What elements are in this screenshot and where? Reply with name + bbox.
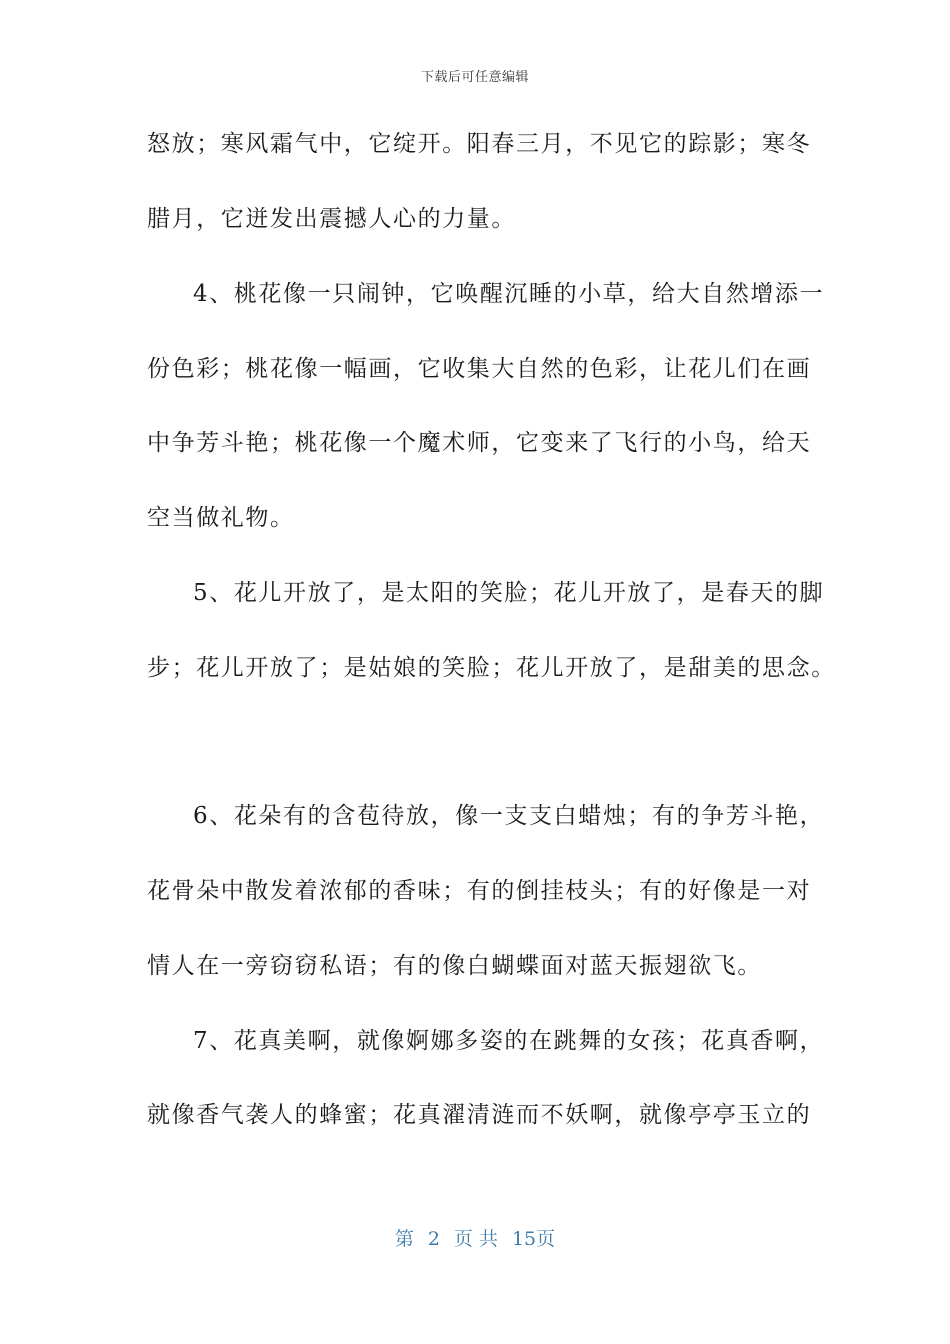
text-line: 中争芳斗艳；桃花像一个魔术师，它变来了飞行的小鸟，给天 [147,430,812,456]
paragraph-5-start: 5、花儿开放了，是太阳的笑脸；花儿开放了，是春天的脚 [193,580,825,606]
text-line: 情人在一旁窃窃私语；有的像白蝴蝶面对蓝天振翅欲飞。 [147,953,762,979]
text-line: 步；花儿开放了；是姑娘的笑脸；花儿开放了，是甜美的思念。 [147,655,836,681]
footer-suffix: 页 [536,1228,556,1250]
text-line: 怒放；寒风霜气中，它绽开。阳春三月，不见它的踪影；寒冬 [147,131,812,157]
text-line: 腊月，它迸发出震撼人心的力量。 [147,206,516,232]
current-page-number: 2 [427,1228,440,1250]
text-line: 份色彩；桃花像一幅画，它收集大自然的色彩，让花儿们在画 [147,356,812,382]
paragraph-4-start: 4、桃花像一只闹钟，它唤醒沉睡的小草，给大自然增添一 [193,281,825,307]
total-page-count: 15 [511,1228,537,1250]
paragraph-7-start: 7、花真美啊，就像婀娜多姿的在跳舞的女孩；花真香啊， [193,1028,825,1054]
footer-middle: 页 共 [453,1228,498,1250]
text-line: 空当做礼物。 [147,505,295,531]
text-line: 就像香气袭人的蜂蜜；花真濯清涟而不妖啊，就像亭亭玉立的 [147,1102,812,1128]
footer-prefix: 第 [394,1228,414,1250]
page-header: 下载后可任意编辑 [420,70,529,85]
text-line: 花骨朵中散发着浓郁的香味；有的倒挂枝头；有的好像是一对 [147,878,812,904]
page-number-footer [0,1224,950,1251]
paragraph-6-start: 6、花朵有的含苞待放，像一支支白蜡烛；有的争芳斗艳， [193,803,825,829]
